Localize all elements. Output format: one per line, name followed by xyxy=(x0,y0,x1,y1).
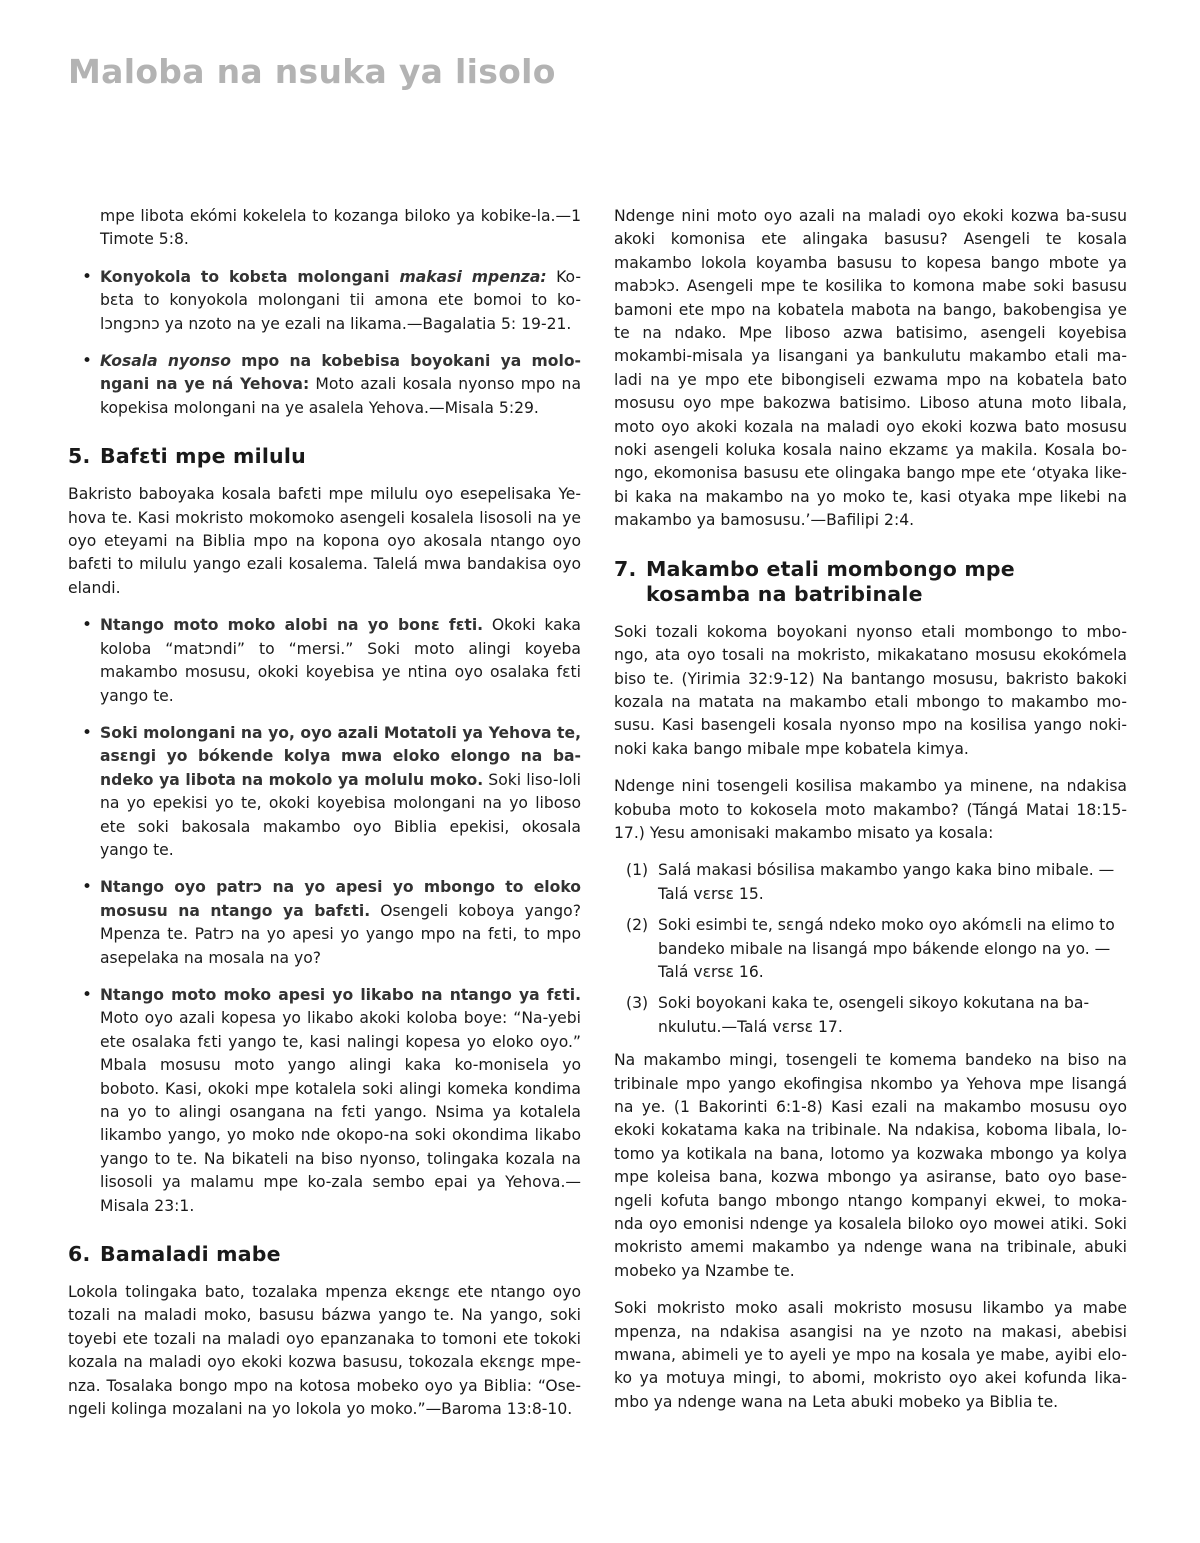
section-7-paragraph-1: Soki tozali kokoma boyokani nyonso etali mombongo to mbo-ngo, ata oyo tosali na mokristo, mikakatano mosusu ekokómela biso te. (Yirimia 32:9-12) Na bantango mosusu, bakristo bakoki kozala na matata na makambo etali mbongo to makambo mo-susu. Kasi basengeli kosala nyonso mpo na kosilisa yango noki-noki kaka bango mibale mpe kobatela kimya. xyxy=(614,622,1127,758)
page-title: Maloba na nsuka ya lisolo xyxy=(68,52,556,91)
bullet-bold: mpo na kobebisa boyokani ya molo-ngani na ye ná Yehova: xyxy=(100,352,581,394)
bullet-text: Soki liso-loli na yo epekisi yo te, okoki koyebisa molongani na yo liboso ete soki bakosala makambo oyo Biblia epekisi, okosala yango te. xyxy=(100,770,582,859)
bullet-list-top xyxy=(68,266,581,420)
step-text: Salá makasi bósilisa makambo yango kaka bino mibale. —Talá vɛrsɛ 15. xyxy=(658,861,1115,903)
bullet-text: Ko-bɛta to konyokola molongani tii amona ete bomoi to ko-lɔngɔnɔ ya nzoto na ye ezali na likama.—Bagalatia 5: 19-21. xyxy=(100,267,581,333)
left-column xyxy=(68,205,581,1435)
section-7-paragraph-3: Na makambo mingi, tosengeli te komema bandeko na biso na tribinale mpo yango ekofingisa nkombo ya Yehova mpe lisangá na ye. (1 Bakorinti 6:1-8) Kasi ezali na makambo mosusu oyo ekoki kokatama kaka na tribinale. Na ndakisa, koboma libala, lo-tomo ya kotikala na bana, lotomo ya kozwaka mbongo ya kolya mpe koleisa bana, kozwa mbongo ya asiranse, bato oyo base-ngeli kofuta bango mbongo ntango kompanyi ekwei, to moka-nda oyo emonisi ndenge ya kosalela biloko oyo mowei atiki. Soki mokristo amemi makambo ya ndenge wana na tribinale, abuki mobeko ya Nzambe te. xyxy=(614,1051,1127,1280)
bullet-item xyxy=(100,722,581,862)
section-5-bullets xyxy=(68,614,581,1218)
step-number: (2) xyxy=(626,916,649,935)
continuation-paragraph: mpe libota ekómi kokelela to kozanga biloko ya kobike-la.—1 Timote 5:8. xyxy=(100,207,581,249)
section-title-line2: kosamba na batribinale xyxy=(646,581,923,606)
step-number: (1) xyxy=(626,861,649,880)
bullet-item xyxy=(100,614,581,708)
section-5-heading xyxy=(68,444,581,469)
bullet-bold: Ntango oyo patrɔ na yo apesi yo mbongo to eloko mosusu na ntango ya bafɛti. xyxy=(100,878,581,920)
section-7-heading xyxy=(614,557,1127,607)
bullet-item xyxy=(100,984,581,1218)
bullet-bold-italic: Kosala nyonso xyxy=(100,352,231,371)
step-text: Soki boyokani kaka te, osengeli sikoyo kokutana na ba-nkulutu.—Talá vɛrsɛ 17. xyxy=(658,994,1090,1036)
bullet-bold: Ntango moto moko alobi na yo bonɛ fɛti. xyxy=(100,616,484,635)
step-number: (3) xyxy=(626,994,649,1013)
section-number: 5. xyxy=(68,444,91,469)
bullet-item xyxy=(100,350,581,420)
section-title-line1: Makambo etali mombongo mpe xyxy=(646,556,1015,581)
bullet-bold: Konyokola to kobɛta molongani xyxy=(100,267,400,286)
bullet-item xyxy=(100,876,581,970)
section-title: Bamaladi mabe xyxy=(100,1242,281,1267)
section-number: 7. xyxy=(614,556,637,581)
bullet-bold: Soki molongani na yo, oyo azali Motatoli ya Yehova te, asɛngi yo bókende kolya mwa eloko elongo na ba-ndeko ya libota na mokolo ya molulu moko. xyxy=(100,723,581,789)
steps-list xyxy=(614,859,1127,1039)
step-item xyxy=(626,859,1127,906)
bullet-item xyxy=(100,266,581,336)
bullet-text: Osengeli koboya yango? Mpenza te. Patrɔ na yo apesi yo yango mpo na fɛti, to mpo asepelaka na mosala na yo? xyxy=(100,901,581,967)
section-5-intro: Bakristo baboyaka kosala bafɛti mpe milulu oyo esepelisaka Ye-hova te. Kasi mokristo mokomoko asengeli kosalela lisosoli na ye oyo eteyami na Biblia mpo na kopona oyo akosala ntango oyo bafɛti to milulu yango ezali kosalema. Talelá mwa bandakisa oyo elandi. xyxy=(68,485,581,597)
step-text: Soki esimbi te, sɛngá ndeko moko oyo akómɛli na elimo to bandeko mibale na lisangá mpo bákende elongo na yo. —Talá vɛrsɛ 16. xyxy=(658,916,1115,981)
bullet-bold: Ntango moto moko apesi yo likabo na ntango ya fɛti. xyxy=(100,985,581,1004)
step-item xyxy=(626,914,1127,984)
section-title: Bafɛti mpe milulu xyxy=(100,444,306,469)
bullet-text: Moto azali kosala nyonso mpo na kopekisa molongani na ye asalela Yehova.—Misala 5:29. xyxy=(100,375,581,417)
section-number: 6. xyxy=(68,1242,91,1267)
section-6-heading xyxy=(68,1242,581,1267)
bullet-text: Moto oyo azali kopesa yo likabo akoki koloba boye: “Na-yebi ete osalaka fɛti yango te, kasi nalingi kopesa yo eloko oyo.” Mbala mosusu moto yango alingi kaka ko-monisela yo boboto. Kasi, okoki mpe kotalela soki alingi komeka kondima na yo to alingi osangana na fɛti yango. Nsima ya kotalela likambo yango, yo moko nde okopo-na soki okondima likabo yango to te. Na bikateli na biso nyonso, tolingaka kozala na lisosoli ya malamu mpe ko-zala sembo epai ya Yehova.—Misala 23:1. xyxy=(100,1009,581,1215)
section-6-paragraph: Lokola tolingaka bato, tozalaka mpenza ekɛngɛ ete ntango oyo tozali na maladi moko, basusu bázwa yango te. Na yango, soki toyebi ete tozali na maladi oyo epanzanaka to tomoni ete tokoki kozala na maladi oyo ekoki kozwa basusu, tokozala ekɛngɛ mpe-nza. Tosalaka bongo mpo na kotosa mobeko oyo ya Biblia: “Ose-ngeli kolinga mozalani na yo lokola yo moko.”—Baroma 13:8-10. xyxy=(68,1283,581,1419)
bullet-text: Okoki kaka koloba “matɔndi” to “mersi.” Soki moto alingi koyeba makambo mosusu, okoki koyebisa ye ntina oyo osalaka fɛti yango te. xyxy=(100,616,581,705)
section-7-paragraph-4: Soki mokristo moko asali mokristo mosusu likambo ya mabe mpenza, na ndakisa asangisi na ye nzoto na makasi, abebisi mwana, abimeli ye to ayeli ye mpo na kosala ye mabe, ayibi elo-ko ya motuya mingi, to abomi, mokristo oyo akei kofunda lika-mbo ya ndenge wana na Leta abuki mobeko ya Biblia te. xyxy=(614,1299,1127,1411)
step-item xyxy=(626,992,1127,1039)
section-6-continued-paragraph: Ndenge nini moto oyo azali na maladi oyo ekoki kozwa ba-susu akoki komonisa ete alingaka basusu? Asengeli te kosala makambo lokola koyamba basusu to kopesa bango mbote ya mabɔkɔ. Asengeli mpe te kosilika to komona mabe soki basusu bamoni ete mpo na kobatela mabota na bango, bakobengisa ye te na ndako. Mpe liboso azwa batisimo, asengeli koyebisa mokambi-misala ya lisangani ya bankulutu makambo etali ma-ladi na ye mpo ete bibongiseli ezwama mpo na kobatela bato mosusu oyo mpe bakozwa batisimo. Liboso atuna moto libala, moto oyo akoki kozala na maladi oyo ekoki kozwa bato mosusu noki asengeli koluka kosala naino ekzamɛ ya makila. Kosala bo-ngo, ekomonisa basusu ete olingaka bango mpe ete ‘otyaka like-bi kaka na makambo na yo moko te, kasi otyaka mpe likebi na makambo ya bamosusu.’—Bafilipi 2:4. xyxy=(614,207,1127,530)
right-column xyxy=(614,205,1127,1428)
section-7-paragraph-2: Ndenge nini tosengeli kosilisa makambo ya minene, na ndakisa kobuba moto to kokosela moto makambo? (Tángá Matai 18:15-17.) Yesu amonisaki makambo misato ya kosala: xyxy=(614,777,1127,842)
bullet-bold-italic: makasi mpenza: xyxy=(399,267,547,286)
